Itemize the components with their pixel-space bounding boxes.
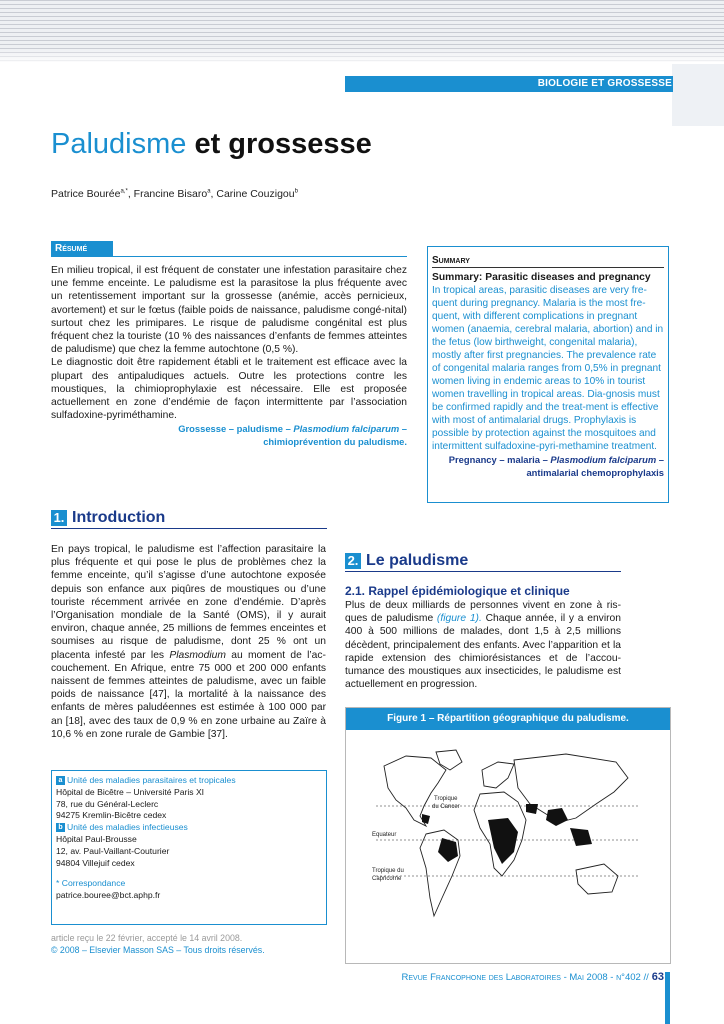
tropic-capricorn-label-1: Tropique du bbox=[372, 868, 404, 874]
title-part-2: et grossesse bbox=[194, 128, 372, 160]
authors: Patrice Bourée$^{a,*}$, Francine Bisaro$^a$, Carine Couzigou$^b$ bbox=[51, 188, 298, 200]
malaria-world-map bbox=[372, 748, 638, 940]
author-3: Carine Couzigou bbox=[216, 188, 295, 200]
summary-text: In tropical areas, parasitic diseases are very fre-quent during pregnancy. Malaria is the most fre-quent, with different complications in pregnant women (anaemia, cerebral malaria, abortion) and in the fetus (low birthweight, congenital malaria), mostly after first pregnancies. The prevalence rate of congenital malaria ranges from 0,5% in pregnant women living in endemic areas to 10% in tourist women travelling in tropical areas. Dia-gnosis must be confirmed rapidly and the treat-ment is effective with most of antimalarial drugs. Prophylaxis is possible by protection against the mosquitoes and intermittent sulfadoxine-pyri-methamine treatment. bbox=[432, 285, 664, 452]
summary-box bbox=[427, 246, 669, 503]
received-note: article reçu le 22 février, accepté le 14 avril 2008. © 2008 – Elsevier Masson SAS – Tous droits réservés. bbox=[51, 933, 265, 955]
page-number: 63 bbox=[651, 971, 664, 983]
page-footer: Revue Francophone des Laboratoires - Mai 2008 - n°402 // 63 bbox=[401, 971, 664, 983]
resume-paragraph: En milieu tropical, il est fréquent de constater une infestation parasitaire chez une femme enceinte. Le paludisme est la parasitose la plus fréquente avec un retentissement important sur la grossesse (anémie, accès pernicieux, avortement) et sur le fœtus (faible poids de naissance, paludisme congé-nital) surtout chez les primipares. Le risque de paludisme congénital est plus fréquent chez la touriste (10 % des naissances d’enfants de femmes atteintes de paludisme) que chez la femme autochtone (0,5 %). bbox=[51, 265, 407, 356]
tropic-cancer-label-2: du Cancer bbox=[432, 804, 460, 810]
resume-keywords: Grossesse – paludisme – Plasmodium falciparum – chimioprévention du paludisme. bbox=[178, 423, 407, 447]
article-title bbox=[51, 128, 372, 161]
side-decoration bbox=[672, 64, 724, 126]
affiliations-box: a Unité des maladies parasitaires et tropicales Hôpital de Bicêtre – Université Paris XI 78, rue du Général-Leclerc 94275 Kremlin-Bicêtre cedex b Unité des maladies infectieuses Hôpital Paul-Brousse 12, av. Paul-Vaillant-Couturier 94804 Villejuif cedex * Correspondance patrice.bouree@bct.aphp.fr bbox=[51, 770, 327, 925]
resume-paragraph: Le diagnostic doit être rapidement établi et le traitement est efficace avec la plupart des antipaludiques actuels. Outre les protections contre les moustiques, la chimioprophylaxie est nécessaire. Elle est proposée actuellement en zone d’endémie de façon intermittente par l’association sulfadoxine-pyriméthamine. bbox=[51, 357, 407, 422]
figure-caption: Figure 1 – Répartition géographique du paludisme. bbox=[346, 708, 670, 730]
introduction-text: En pays tropical, le paludisme est l’affection parasitaire la plus fréquente et qui pose le plus de problèmes chez la femme enceinte, qu’il s’agisse d’une autochtone exposée depuis son enfance aux piqûres de moustiques ou d’une touriste récemment arrivée en zone d’endémie. D’après l’Organisation mondiale de la Santé (OMS), il y aurait environ, chaque année, 25 millions de femmes enceintes et soumises au risque de paludisme, dont 25 % ont un placenta infesté par les Plasmodium au moment de l’ac-couchement. En Afrique, entre 75 000 et 200 000 enfants naissent de femmes atteintes de paludisme, avec un faible poids de naissance [47], la mortalité à la naissance des enfants de mères paludéennes est estimée à 100 000 par an [18], avec des taux de 0,9 % en zone urbaine au Zaïre à 10,6 % en zone rurale de Gambie [37]. bbox=[51, 544, 326, 740]
title-part-1: Paludisme bbox=[51, 128, 195, 160]
summary-title: Summary: Parasitic diseases and pregnancy bbox=[432, 272, 651, 283]
paludisme-heading: 2. Le paludisme bbox=[345, 552, 468, 570]
summary-keywords: Pregnancy – malaria – Plasmodium falciparum – antimalarial chemoprophylaxis bbox=[448, 454, 664, 478]
email-link[interactable]: patrice.bouree@bct.aphp.fr bbox=[56, 890, 161, 901]
figure-1 bbox=[345, 707, 671, 964]
resume bbox=[51, 264, 407, 448]
section-tag: BIOLOGIE ET GROSSESSE bbox=[537, 78, 672, 89]
tropic-capricorn-label-2: Capricorne bbox=[372, 876, 402, 882]
subsection-heading: 2.1. Rappel épidémiologique et clinique bbox=[345, 584, 570, 598]
introduction-heading: 1. Introduction bbox=[51, 509, 165, 527]
tropic-cancer-label-1: Tropique bbox=[434, 796, 458, 802]
summary-tag: Summary bbox=[432, 255, 664, 268]
equator-label: Equateur bbox=[372, 832, 397, 838]
resume-tag: Résumé bbox=[51, 241, 113, 256]
paludisme-text: Plus de deux milliards de personnes vivent en zone à ris-ques de paludisme (figure 1). Chaque année, il y a environ 400 à 500 millions de malades, dont 1,5 à 2,5 millions décèdent, principalement des enfants. Avec l’apparition et la rapide extension des chimiorésistances et de l’accou-tumance des moustiques aux insecticides, le paludisme est actuellement en progression. bbox=[345, 600, 621, 691]
author-1: Patrice Bourée bbox=[51, 188, 121, 200]
author-2: Francine Bisaro bbox=[133, 188, 208, 200]
figure-reference[interactable]: (figure 1). bbox=[436, 613, 482, 625]
